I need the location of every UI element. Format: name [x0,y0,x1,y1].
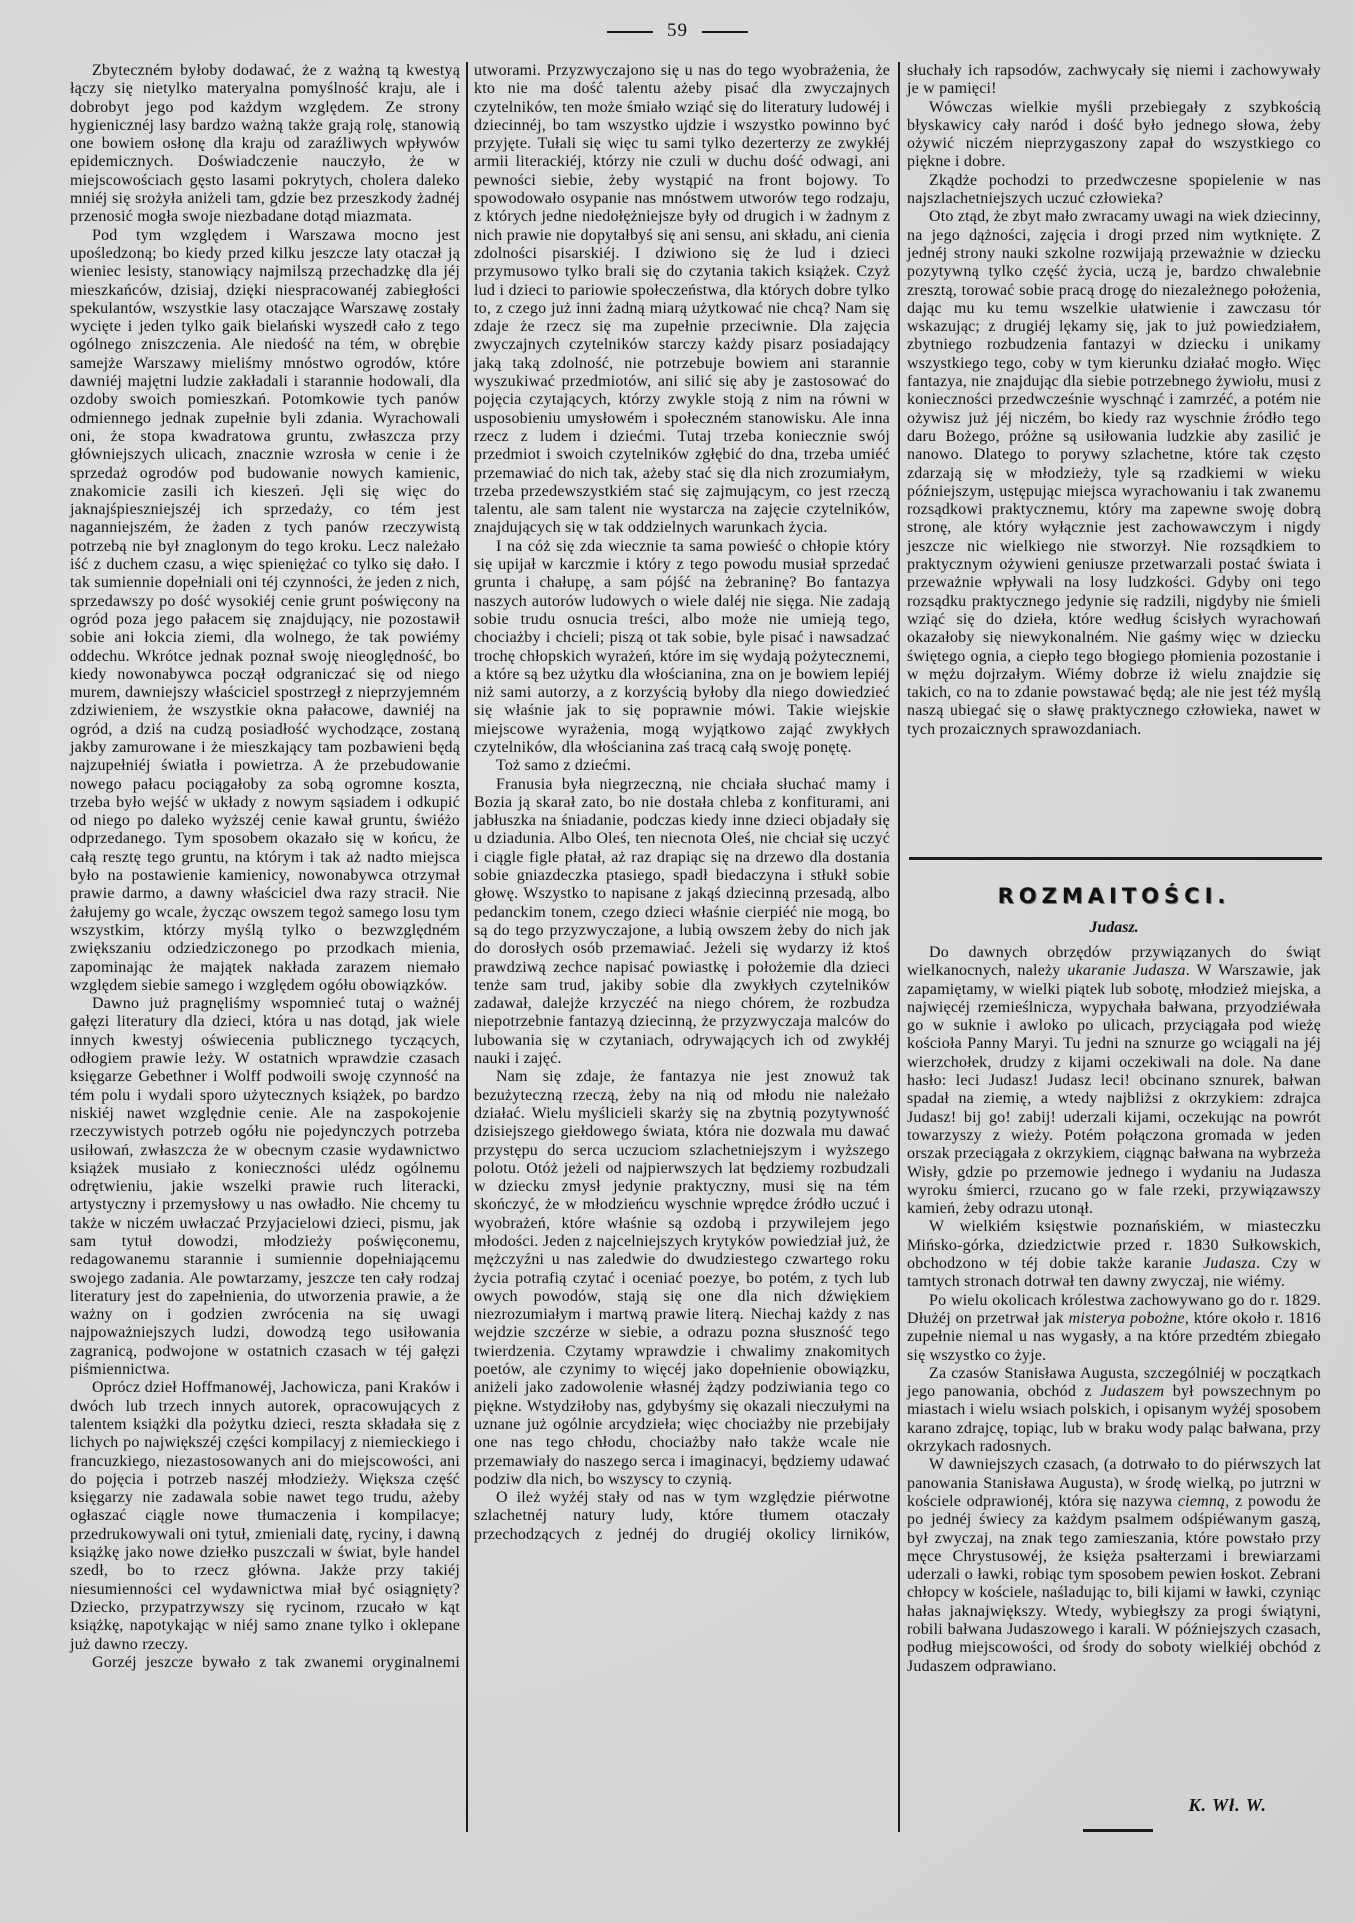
column-3-article-end [907,62,1321,739]
text-run: W dawniejszych czasach, (a dotrwało to do piérwszych lat panowania Stanisława Augusta), w środę wielką, po jutrzni w kościele odprawionéj, która się nazywa [907,1456,1321,1510]
section-body [907,944,1321,1676]
paragraph: Nam się zdaje, że fantazya nie jest znowuż tak bezużyteczną rzeczą, żeby na nią od młodu nie należało działać. Wielu myślicieli skarży się na zbytnią pozytywność dzisiejszego giełdowego świata, która nie dozwala mu dawać przystępu do serca uczuciom szlachetniejszym i wyższego polotu. Otóż jeżeli od najpierwszych lat będziemy rozbudzali w dziecku zmysł jedynie praktyczny, musi się na tém skończyć, że w młodzieńcu wyschnie wprędce źródło uczuć i wyobrażeń, które właśnie są ozdobą i przywilejem jego młodości. Jeden z najcelniejszych krytyków powiedział już, że mężczyźni u nas zaledwie do dwudziestego czwartego roku życia potrafią czytać i oceniać poezye, bo potém, z tych lub owych powodów, stają się one dla nich dźwiękiem niezrozumiałym i martwą prawie literą. Niechaj każdy z nas wejdzie szczérze w siebie, a odrazu pozna słuszność tego twierdzenia. Czytamy wprawdzie i chwalimy znakomitych poetów, ale czynimy to więcéj jako dopełnienie obowiązku, aniżeli jako zadowolenie własnéj żądzy podziwiania tego co piękne. Wstydziłoby nas, gdybyśmy się okazali nieczułymi na uznane już ogólnie arcydzieła; więc chociażby nie przebijały one nas tego chłodu, chociażby nało także wcale nie przemawiały do naszego serca i imaginacyi, będziemy udawać podziw dla nich, bo wszyscy to czynią. [474,1068,890,1488]
paragraph: Zbyteczném byłoby dodawać, że z ważną tą kwestyą łączy się nietylko materyalna pomyślność kraju, ale i dobrobyt jego pod każdym względem. Ze strony hygienicznéj lasy bardzo ważną także grają rolę, stanowią one bowiem osłonę dla kraju od zaraźliwych wpływów epidemicznych. Doświadczenie nauczyło, że w miejscowościach gęsto lasami pokrytych, cholera daleko mniéj się srożyła aniżeli tam, gdzie bez przeszkody żadnéj przenosić mogła swoje niezbadane dotąd miazmata. [70,62,460,226]
section-separator [909,857,1322,860]
text-run: Za czasów Stanisława Augusta, szczególniéj w początkach jego panowania, obchód z [907,1364,1321,1401]
column-1 [70,62,460,1672]
section-title: ROZMAITOŚCI. [997,884,1231,908]
section-subtitle: Judasz. [1089,919,1139,936]
paragraph: Oto ztąd, że zbyt mało zwracamy uwagi na wiek dziecinny, na jego dążności, zajęcia i drogi przed nim wytknięte. Z jednéj strony nauki szkolne rozwijają przeważnie w dziecku pozytywną tylko część życia, uczą je, bardzo chwalebnie zresztą, torować sobie pracą drogę do niezależnego położenia, dając mu ku temu wszelkie ułatwienie i zawczasu tór wskazując; z drugiéj lękamy się, jak to już powiedziałem, zbytniego rozbudzenia fantazyi w dziecku i unikamy wszystkiego tego, coby w tym kierunku działać mogło. Więc fantazya, nie znajdując dla siebie potrzebnego żywiołu, musi z konieczności przedwcześnie wyschnąć i zamrzéć, a potém nie ożywisz już jéj niczém, bo kiedy raz wyschnie źródło tego daru Bożego, próżne są usiłowania ludzkie aby zasilić je nanowo. Dlatego to porywy szlachetne, które tak często zdarzają się w młodzieży, tyle są rzadkiemi w wieku późniejszym, ustępując miejsca wyrachowaniu i tak zwanemu rozsądkowi praktycznemu, który ma zapewne swoję dobrą stronę, ale który wyłącznie jest zachowawczym i nigdy jeszcze nic wielkiego nie stworzył. Nie rozsądkiem to praktycznym ożywieni geniusze przetwarzali postać świata i przeważnie wpływali na losy ludzkości. Gdyby oni tego rozsądku praktycznego jedynie się radzili, nigdyby nie śmieli wziąć się do dzieła, które według ścisłych wyrachowań okazałoby się niewykonalném. Nie gaśmy więc w dziecku świętego ognia, a ciepło tego błogiego płomienia pozostanie i w mężu dojrzałym. Wiémy dobrze iż wielu znajdzie się takich, co na to zdanie powstawać będą; ale nie jest téż myślą naszą ubiegać się o sławę praktycznego człowieka, nawet w tych prozaicznych sprawozdaniach. [907,208,1321,738]
paragraph [907,1218,1321,1291]
paragraph [907,1456,1321,1676]
paragraph: Pod tym względem i Warszawa mocno jest upośledzoną; bo kiedy przed kilku jeszcze laty otaczał ją wieniec lesisty, stanowiący najmilszą przechadzkę dla jéj mieszkańców, dzisiaj, dzięki niespracowanéj zabiegłości spekulantów, wszystkie lasy otaczające Warszawę zostały wycięte i jeden tylko gaik bielański wyszedł cało z tego ogólnego zniszczenia. Ale niedość na tém, w obrębie samejże Warszawy mieliśmy mnóstwo ogrodów, które dawniéj majętni ludzie zakładali i starannie hodowali, dla ozdoby swoich pomieszkań. Potomkowie tych panów odmiennego jednak zupełnie byli zdania. Wyrachowali oni, że stopa kwadratowa gruntu, zwłaszcza przy główniejszych ulicach, znacznie wzrosła w cenie i że sprzedaż ogrodów pod budowanie nowych kamienic, znakomicie zasili ich kieszeń. Jęli się więc do jaknajśpieszniejszéj ich sprzedaży, co tém jest naganniejszém, że żaden z tych panów rzeczywistą potrzebą nie był znaglonym do tego kroku. Lecz należało iść z duchem czasu, a więc spieniężać co tylko się dało. I tak sumiennie dopełniali oni téj czynności, że jeden z nich, sprzedawszy po dość wysokiéj cenie grunt poświęcony na ogród poza jego pałacem się znajdujący, nie pozostawił sobie ani łokcia ziemi, dla wolnego, że tak powiémy oddechu. Wkrótce jednak poznał swoję nieoględność, bo kiedy nowonabywca począł odgraniczać się od niego murem, dawniejszy właściciel spostrzegł z nieprzyjemném zdziwieniem, że wszystkie okna pałacowe, dawniéj na ogród, a dziś na cudzą posiadłość wychodzące, zostaną jakby zamurowane i że mieszkający tam pozbawieni będą najzupełniéj światła i powietrza. A że przebudowanie nowego pałacu pociągałoby za sobą ogromne koszta, trzeba było wejść w układy z nowym sąsiadem i odkupić od niego po daleko wyższéj cenie kawał gruntu, świéżo odprzedanego. Tym sposobem okazało się w końcu, że całą resztę tego gruntu, na którym i tak aż nadto miejsca było na postawienie kamienicy, nowonabywca otrzymał prawie darmo, a dawny właściciel dwa razy stracił. Nie żałujemy go wcale, życząc owszem tegoż samego losu tym wszystkim, którzy myślą tylko o bezwzględném zwiększaniu odziedziczonego po przodkach mienia, zapominając że majątek nakłada zarazem niemało względem siebie samego i względem ogółu obowiązków. [70,226,460,994]
italic-text: Judaszem [1100,1383,1165,1401]
column-divider [466,62,468,1832]
paragraph: Wówczas wielkie myśli przebiegały z szybkością błyskawicy cały naród i dość było jednego słowa, żeby ożywić niczém nieprzygaszony zapał do wszystkiego co piękne i dobre. [907,98,1321,171]
text-run: , z powodu że po jednéj świecy za każdym psalmem odśpiéwanym gaszą, był zwyczaj, na znak tego zamieszania, które powstało przy męce Chrystusowéj, że księża psałterzami i brewiarzami uderzali o ławki, robiąc tym sposobem pewien łoskot. Zebrani chłopcy w kościele, naśladując to, bili kijami w ławki, czyniąc hałas jaknajwiększy. Wtedy, wybiegłszy za progi świątyni, robili bałwana Judaszowego i karali. W późniejszych czasach, podług miejscowości, od środy do soboty wielkiéj obchód z Judaszem odprawiano. [907,1492,1321,1675]
italic-text: ukaranie Judasza [1067,962,1186,980]
italic-text: misterya pobożne [1068,1309,1185,1327]
column-2 [474,62,890,1544]
paragraph: Dawno już pragnęliśmy wspomnieć tutaj o ważnéj gałęzi literatury dla dzieci, która u nas dotąd, jak wiele innych kwestyj oświecenia publicznego tyczących, odłogiem prawie leży. W ostatnich wprawdzie czasach księgarze Gebethner i Wolff podwoili swoję czynność na tém polu i wydali sporo użytecznych książek, po bardzo niskiéj nawet względnie cenie. Ale na zaspokojenie rzeczywistych potrzeb ogółu nie pojedynczych potrzeba usiłowań, zwłaszcza że w obecnym czasie wydawnictwo książek musiało z konieczności ulédz ogólnemu odrętwieniu, jakie wszelki prawie ruch literacki, artystyczny i przemysłowy u nas owładło. Nie chcemy tu także w niczém uwłaczać Przyjacielowi dzieci, pismu, jak sam tytuł dowodzi, młodzieży poświęconemu, redagowanemu starannie i sumiennie dopełniającemu swojego zadania. Ale powtarzamy, jeszcze ten cały rodzaj literatury jest do zapełnienia, do utworzenia prawie, a że ważny on i godzien zwrócenia na się uwagi najpoważniejszych ludzi, dowodzą tego usiłowania zagranicą, podwojone w ostatnich czasach w téj gałęzi piśmiennictwa. [70,995,460,1379]
paragraph: O ileż wyżéj stały od nas w tym względzie piérwotne szlachetnéj natury ludy, które tłumem otaczały przechodzących z jednéj do drugiéj okolicy lirników, [474,1489,890,1543]
author-signature: K. Wł. W. [1188,1795,1267,1815]
page-number-text: 59 [667,20,688,41]
text-run: Do dawnych obrzędów przywiązanych do świąt wielkanocnych, należy [907,944,1321,980]
paragraph: utworami. Przyzwyczajono się u nas do tego wyobrażenia, że kto nie ma dość talentu ażeby pisać dla zwyczajnych czytelników, ten może śmiało wziąć się do literatury ludowéj i dziecinnéj, bo tam wszystko ujdzie i wszystko powinno być przyjęte. Tułali się więc tu sami tylko dezerterzy ze zwykłéj armii literackiéj, którzy nie czuli w duchu dość odwagi, ani pewności siebie, żeby wystąpić na front bojowy. To spowodowało osypanie nas mnóstwem utworów tego rodzaju, z których jedne niedołężniejsze były od drugich i w żadnym z nich prawie nie dopytałbyś się ani sensu, ani składu, ani cienia zdolności pisarskiéj. I dziwiono się że lud i dzieci przymusowo tylko brali się do czytania takich książek. Czyż lud i dzieci to pariowie społeczeństwa, dla których dobre tylko to, z czego już inni żadną miarą użytkować nie chcą? Nam się zdaje że rzecz się ma zupełnie przeciwnie. Dla zajęcia zwyczajnych czytelników starczy każdy pisarz posiadający jaką taką zdolność, nie potrzebuje bowiem ani starannie wyszukiwać przedmiotów, ani silić się aby je zastosować do pojęcia czytających, którzy zwykle stoją z nim na równi w usposobieniu umysłowém i społeczném stanowisku. Ale inna rzecz z ludem i dziećmi. Tutaj trzeba koniecznie swój przedmiot i swoich czytelników zgłębić do dna, trzeba umiéć przemawiać do nich tak, ażeby stać się dla nich zrozumiałym, trzeba przedewszystkiém stać się zajmującym, co jest rzeczą talentu, ale sam talent nie wystarcza na zajęcie czytelników, znajdujących się w tak oddzielnych warunkach życia. [474,62,890,537]
text-run: Po wielu okolicach królestwa zachowywano go do r. 1829. Dłużéj on przetrwał jak [907,1291,1321,1327]
italic-text: ciemną [1177,1492,1226,1510]
page-number-dash-right [702,31,748,33]
page-number-dash-left [607,31,653,33]
paragraph: Toż samo z dziećmi. [496,757,632,775]
paragraph: Gorzéj jeszcze bywało z tak zwanemi oryginalnemi [92,1653,460,1671]
paragraph [907,944,1321,1218]
text-run: . Czy w tamtych stronach dotrwał ten dawny zwyczaj, nie wiémy. [907,1255,1321,1291]
paragraph: I na cóż się zda wiecznie ta sama powieść o chłopie który się upijał w karczmie i który z tego powodu musiał sprzedać grunta i chałupę, a sam pójść na żebraninę? Bo fantazya naszych autorów ludowych o wiele daléj nie sięga. Nie zadają sobie trudu osnucia treści, albo może nie umieją tego, chociażby i chcieli; piszą ot tak sobie, byle pisać i nawsadzać trochę chłopskich wyrażeń, które im się wydają pożytecznemi, a które są bez użytku dla włościanina, zna on je bowiem lepiéj niż sami autorzy, a z korzyścią byłoby dla niego dowiedzieć się właśnie jak to się poprawnie mówi. Takie wiejskie miejscowe wyrażenia, mogą wyjątkowo zająć zwykłych czytelników, dla włościanina zaś tracą całą swoję ponętę. [474,537,890,756]
paragraph: Franusia była niegrzeczną, nie chciała słuchać mamy i Bozia ją skarał zato, bo nie dostała chleba z konfiturami, ani jabłuszka na śniadanie, podczas kiedy inne dzieci objadały się u dziadunia. Albo Oleś, ten niecnota Oleś, nie chciał się uczyć i ciągle figle płatał, aż raz drapiąc się na drzewo dla dostania sobie gniazdeczka ptasiego, spadł biedaczyna i stłukł sobie głowę. Wszystko to napisane z jakąś dziecinną przesadą, albo pedanckim tonem, czego dzieci właśnie cierpiéć nie mogą, bo są do tego przyzwyczajone, a lubią owszem żeby do nich jak do dorosłych osób przemawiać. Jeżeli się wydarzy iż ktoś prawdziwą zechce napisać powiastkę i położemie dla dzieci tenże sam trud, jakiby sobie dla zwykłych czytelników zadawał, dalejże krzyczéć na niego chórem, że rozbudza niepotrzebnie fantazyą dziecinną, że przyzwyczaja malców do lubowania się w czytaniach, odrywających ich od zwykłéj nauki i zajęć. [474,775,890,1068]
paragraph: Zkądże pochodzi to przedwczesne spopielenie w nas najszlachetniejszych uczuć człowieka? [907,171,1321,208]
italic-text: Judasza [1203,1255,1257,1273]
text-run: W wielkiém księstwie poznańskiém, w miasteczku Mińsko-górka, dziedzictwie przed r. 1830 Sułkowskich, obchodzono w téj dobie także karanie [907,1218,1321,1273]
column-divider [898,62,900,1832]
paragraph: Oprócz dzieł Hoffmanowéj, Jachowicza, pani Kraków i dwóch lub trzech innych autorek, opracowujących z talentem książki dla pożytku dzieci, reszta składała się z lichych po największéj części kompilacyj z niemieckiego i francuzkiego, niezastosowanych ani do miejscowości, ani do pojęcia i potrzeb naszéj młodzieży. Większa część księgarzy nie zadawala sobie nawet tego trudu, ażeby ogłaszać ciągle nowe tłumaczenia i kompilacye; przedrukowywali oni tytuł, zmieniali datę, ryciny, i dawną książkę jako nowe dziełko puszczali w świat, byle handel szedł, bo to rzecz główna. Jakże przy takiéj niesumienności cel wydawnictwa miał być osiągnięty? Dziecko, przypatrzywszy się rycinom, rzucało w kąt książkę, napotykając w niéj samo znane tylko i oklepane już dawno rzeczy. [70,1379,460,1653]
text-run: był powszechnym po miastach i wielu wsiach polskich, i opisanym wyżéj sposobem karano zdrajcę, topiąc, lub w braku wody paląc bałwana, przy okrzykach radosnych. [907,1383,1321,1456]
text-run: . W Warszawie, jak zapamiętamy, w wielki piątek lub sobotę, młodzież miejska, a najwięcéj rzemieślnicza, wypychała bałwana, przyodziéwała go w suknie i awloko po ulicach, przyciągała pod wieżę kościoła Panny Maryi. Tu jedni na sznurze go wciągali na jéj wierzchołek, drudzy z kijami oczekiwali na dole. Na dane hasło: leci Judasz! Judasz leci! obcinano sznurek, bałwan spadał na ziemię, a wtedy najbliżsi z okrzykiem: zdrajca Judasz! bij go! zabij! uderzali kijami, oczekując na powrót towarzyszy z wieży. Potém połączona gromada w jeden orszak przeciągała z okrzykiem, ciągnąc bałwana na wybrzeża Wisły, gdzie po przemowie jednego i wydaniu na Judasza wyroku śmierci, rzucano go w fale rzeki, przywiązawszy kamień, żeby odrazu utonął. [907,962,1321,1218]
paragraph [907,1365,1321,1456]
end-rule [1083,1829,1153,1832]
page-number [0,20,1355,42]
paragraph [907,1292,1321,1365]
text-run: , które około r. 1816 zupełnie niemal u nas wygasły, a na które przedtém zbiegało się wszystko co żyje. [907,1309,1321,1364]
paragraph: słuchały ich rapsodów, zachwycały się niemi i zachowywały je w pamięci! [907,62,1321,98]
